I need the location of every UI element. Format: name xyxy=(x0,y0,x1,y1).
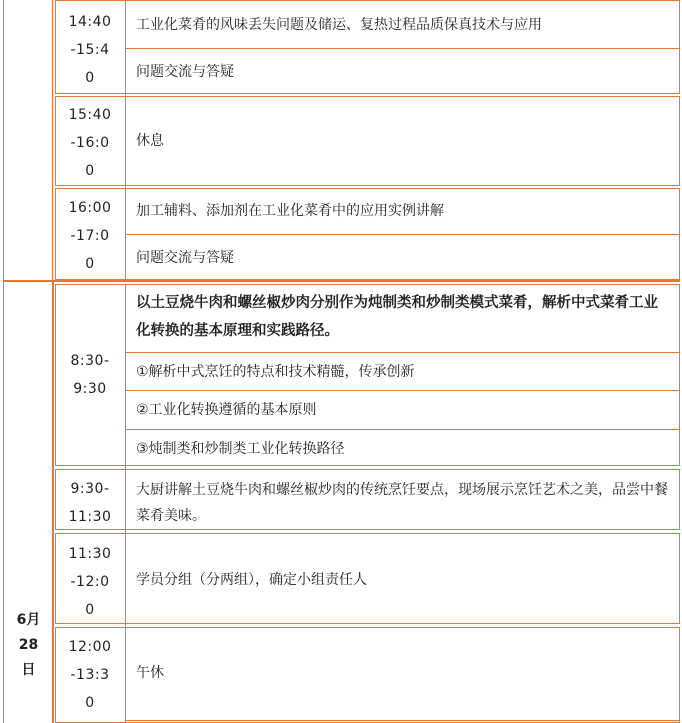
time-label: 16:00 -17:0 0 xyxy=(68,200,112,272)
session-topic: 大厨讲解土豆烧牛肉和螺丝椒炒肉的传统烹饪要点，现场展示烹饪艺术之美，品尝中餐菜肴美味。 xyxy=(136,482,668,524)
day-separator xyxy=(3,280,680,282)
row-divider xyxy=(125,234,680,235)
session-topic: 学员分组（分两组），确定小组责任人 xyxy=(136,572,367,588)
row-divider xyxy=(125,720,680,721)
session-topic: 问题交流与答疑 xyxy=(136,250,234,266)
session-topic: ②工业化转换遵循的基本原则 xyxy=(136,402,317,418)
date-cell xyxy=(3,282,54,723)
session-topic: 工业化菜肴的风味丢失问题及储运、复热过程品质保真技术与应用 xyxy=(136,17,542,33)
time-label: 15:40 -16:0 0 xyxy=(68,107,112,179)
row-divider xyxy=(125,429,680,430)
time-label: 8:30- 9:30 xyxy=(70,353,110,397)
row-divider xyxy=(125,48,680,49)
row-divider xyxy=(125,352,680,353)
date-month: 6月 xyxy=(16,611,41,628)
session-topic: ③炖制类和炒制类工业化转换路径 xyxy=(136,441,345,457)
time-label: 12:00 -13:3 0 xyxy=(68,639,112,711)
session-heading: 以土豆烧牛肉和螺丝椒炒肉分别作为炖制类和炒制类模式菜肴，解析中式菜肴工业化转换的基本原理和实践路径。 xyxy=(136,295,658,339)
session-topic: 午休 xyxy=(136,665,164,681)
row-divider xyxy=(125,390,680,391)
time-column-divider xyxy=(125,0,126,280)
session-topic: ①解析中式烹饪的特点和技术精髓，传承创新 xyxy=(136,364,415,380)
time-label: 14:40 -15:4 0 xyxy=(68,14,112,86)
time-label: 9:30- 11:30 xyxy=(68,481,112,525)
date-day: 28 xyxy=(18,636,39,653)
time-column-divider xyxy=(125,284,126,723)
session-topic: 问题交流与答疑 xyxy=(136,64,234,80)
time-label: 11:30 -12:0 0 xyxy=(68,546,112,618)
session-topic: 休息 xyxy=(136,133,164,149)
date-suffix: 日 xyxy=(21,661,36,678)
session-topic: 加工辅料、添加剂在工业化菜肴中的应用实例讲解 xyxy=(136,203,444,219)
